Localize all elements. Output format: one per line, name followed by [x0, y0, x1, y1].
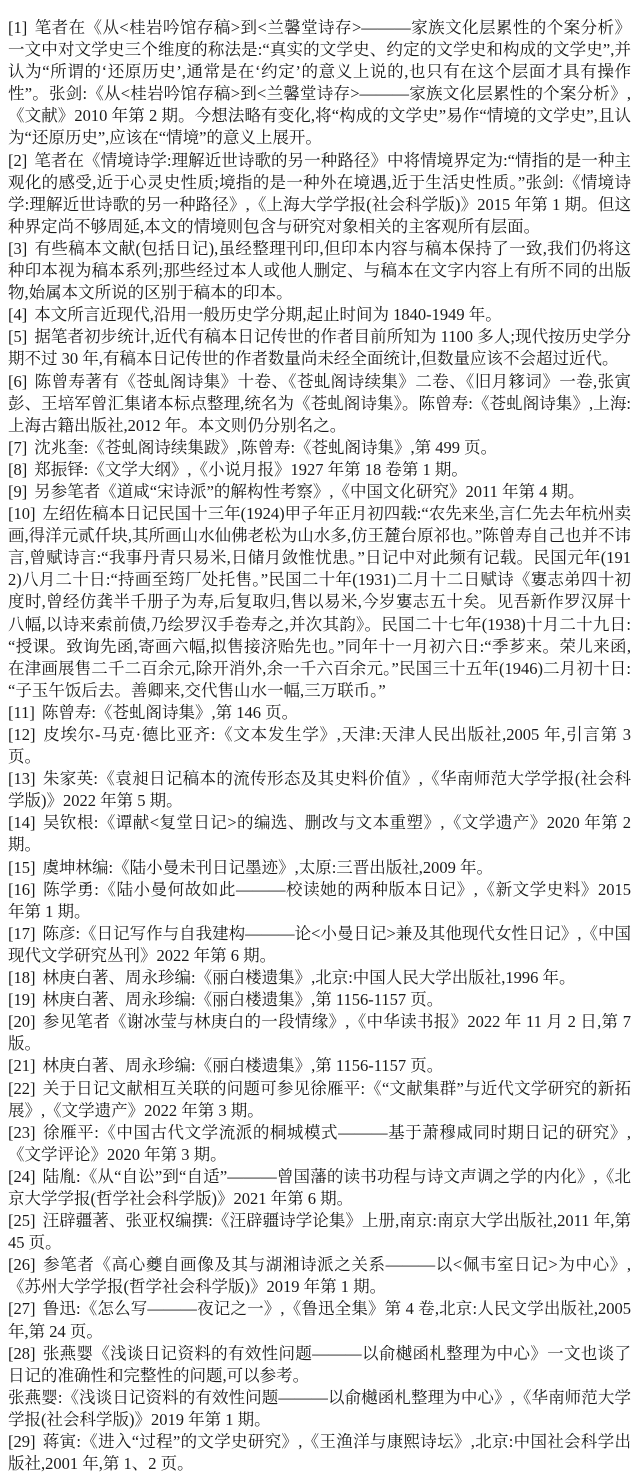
footnote-paragraph: [3] 有些稿本文献(包括日记),虽经整理刊印,但印本内容与稿本保持了一致,我们仍将这种印本视为稿本系列;那些经过本人或他人删定、与稿本在文字内容上有所不同的出版物,始属本文所说的区别于稿本的印本。: [8, 238, 631, 303]
footnote-paragraph: [24] 陆胤:《从“自讼”到“自适”———曾国藩的读书功程与诗文声调之学的内化》,《北京大学学报(哲学社会科学版)》2021 年第 6 期。: [8, 1166, 631, 1208]
footnote-number: [17]: [8, 923, 36, 943]
footnote-number: [6]: [8, 371, 28, 391]
footnote-number: [25]: [8, 1211, 36, 1231]
footnote-number: [28]: [8, 1343, 36, 1363]
footnote-number: [14]: [8, 813, 36, 833]
footnote-number: [9]: [8, 481, 28, 501]
footnote-number: [5]: [8, 327, 28, 347]
footnote-paragraph: [22] 关于日记文献相互关联的问题可参见徐雁平:《“文献集群”与近代文学研究的新拓展》,《文学遗产》2022 年第 3 期。: [8, 1078, 631, 1120]
footnote-paragraph: [6] 陈曾寿著有《苍虬阁诗集》十卷、《苍虬阁诗续集》二卷、《旧月簃词》一卷,张寅彭、王培军曾汇集诸本标点整理,统名为《苍虬阁诗集》。陈曾寿:《苍虬阁诗集》,上海:上海古籍出版社,2012 年。本文则仍分别名之。: [8, 371, 631, 435]
footnote-number: [27]: [8, 1299, 36, 1319]
footnote-paragraph: 张燕婴:《浅谈日记资料的有效性问题———以俞樾函札整理为中心》,《华南师范大学学报(社会科学版)》2019 年第 1 期。: [8, 1387, 631, 1429]
footnote-paragraph: [16] 陈学勇:《陆小曼何故如此———校读她的两种版本日记》,《新文学史料》2015 年第 1 期。: [8, 879, 631, 921]
footnote-paragraph: [8] 郑振铎:《文学大纲》,《小说月报》1927 年第 18 卷第 1 期。: [8, 459, 468, 479]
footnote-paragraph: [10] 左绍佐稿本日记民国十三年(1924)甲子年正月初四载:“农先来坐,言仁先去年杭州卖画,得洋元贰仟块,其所画山水仙佛老松为山水多,仿王麓台原祁也。”陈曾寿自己也并不讳言,曾赋诗言:“我事丹青只易米,日储月敛惟忧患。”日记中对此频有记载。民国元年(1912)八月二十日:“持画至筠厂处托售。”民国二十年(1931)二月十二日赋诗《寠志弟四十初度时,曾经仿龚半千册子为寿,后复取归,售以易米,今岁寠志五十矣。见吾新作罗汉屏十八幅,以诗来索前债,乃绘罗汉手卷寿之,并次其韵》。民国二十七年(1938)十月二十九日:“授课。致询先函,寄画六幅,拟售接济贻先也。”同年十一月初六日:“季芗来。荣儿来函,在津画展售二千二百余元,除开消外,余一千六百余元。”民国三十五年(1946)二月初十日:“子玉午饭后去。善卿来,交代售山水一幅,三万联币。”: [8, 504, 631, 700]
footnote-paragraph: [28] 张燕婴《浅谈日记资料的有效性问题———以俞樾函札整理为中心》一文也谈了日记的准确性和完整性的问题,可以参考。: [8, 1343, 631, 1385]
footnote-number: [3]: [8, 238, 28, 258]
footnote-number: [16]: [8, 879, 36, 899]
footnote-paragraph: [1] 笔者在《从<桂岩吟馆存稿>到<兰馨堂诗存>———家族文化层累性的个案分析》一文中对文学史三个维度的称法是:“真实的文学史、约定的文学史和构成的文学史”,并认为“所谓的‘还原历史’,通常是在‘约定’的意义上说的,也只有在这个层面才具有操作性”。张剑:《从<桂岩吟馆存稿>到<兰馨堂诗存>———家族文化层累性的个案分析》,《文献》2010 年第 2 期。今想法略有变化,将“构成的文学史”易作“情境的文学史”,且认为“还原历史”,应该在“情境”的意义上展开。: [8, 18, 631, 148]
footnote-number: [8]: [8, 459, 28, 479]
footnote-paragraph: [25] 汪辟疆著、张亚权编撰:《汪辟疆诗学论集》上册,南京:南京大学出版社,2011 年,第 45 页。: [8, 1211, 631, 1253]
footnote-paragraph: [11] 陈曾寿:《苍虬阁诗集》,第 146 页。: [8, 702, 299, 722]
footnote-number: [2]: [8, 150, 28, 170]
footnote-paragraph: [20] 参见笔者《谢冰莹与林庚白的一段情缘》,《中华读书报》2022 年 11 月 2 日,第 7 版。: [8, 1012, 631, 1054]
footnote-paragraph: [4] 本文所言近现代,沿用一般历史学分期,起止时间为 1840-1949 年。: [8, 305, 502, 325]
footnote-number: [26]: [8, 1255, 36, 1275]
footnote-paragraph: [9] 另参笔者《道咸“宋诗派”的解构性考察》,《中国文化研究》2011 年第 4 期。: [8, 481, 585, 501]
footnote-paragraph: [7] 沈兆奎:《苍虬阁诗续集跋》,陈曾寿:《苍虬阁诗集》,第 499 页。: [8, 437, 498, 457]
footnote-number: [19]: [8, 990, 36, 1010]
footnote-paragraph: [5] 据笔者初步统计,近代有稿本日记传世的作者目前所知为 1100 多人;现代按历史学分期不过 30 年,有稿本日记传世的作者数量尚未经全面统计,但数量应该不会超过近代。: [8, 327, 631, 369]
footnote-number: [11]: [8, 702, 35, 722]
footnote-number: [10]: [8, 504, 36, 524]
footnote-paragraph: [2] 笔者在《情境诗学:理解近世诗歌的另一种路径》中将情境界定为:“情指的是一种主观化的感受,近于心灵史性质;境指的是一种外在境遇,近于生活史性质。”张剑:《情境诗学:理解近世诗歌的另一种路径》,《上海大学学报(社会科学版)》2015 年第 1 期。但这种界定尚不够周延,本文的情境则包含与研究对象相关的主客观所有层面。: [8, 150, 631, 236]
footnote-number: [29]: [8, 1432, 36, 1451]
footnote-list: [8, 17, 631, 1475]
footnote-number: [4]: [8, 305, 28, 325]
footnote-paragraph: [14] 吴钦根:《谭献<复堂日记>的编选、删改与文本重塑》,《文学遗产》2020 年第 2 期。: [8, 813, 631, 855]
footnote-number: [22]: [8, 1078, 36, 1098]
footnote-paragraph: [15] 虞坤林编:《陆小曼未刊日记墨迹》,太原:三晋出版社,2009 年。: [8, 857, 494, 877]
footnote-number: [21]: [8, 1056, 36, 1076]
footnote-paragraph: [17] 陈彦:《日记写作与自我建构———论<小曼日记>兼及其他现代女性日记》,《中国现代文学研究丛刊》2022 年第 6 期。: [8, 923, 631, 965]
footnote-number: [18]: [8, 968, 36, 988]
footnote-paragraph: [19] 林庚白著、周永珍编:《丽白楼遗集》,第 1156-1157 页。: [8, 990, 444, 1010]
footnote-paragraph: [12] 皮埃尔-马克·德比亚齐:《文本发生学》,天津:天津人民出版社,2005 年,引言第 3 页。: [8, 725, 631, 767]
footnote-paragraph: [23] 徐雁平:《中国古代文学流派的桐城模式———基于萧穆咸同时期日记的研究》,《文学评论》2020 年第 3 期。: [8, 1122, 631, 1164]
footnote-number: [13]: [8, 769, 36, 789]
footnote-paragraph: [21] 林庚白著、周永珍编:《丽白楼遗集》,第 1156-1157 页。: [8, 1056, 444, 1076]
footnote-number: [1]: [8, 18, 28, 37]
footnote-paragraph: [13] 朱家英:《袁昶日记稿本的流传形态及其史料价值》,《华南师范大学学报(社会科学版)》2022 年第 5 期。: [8, 769, 631, 811]
footnote-paragraph: [27] 鲁迅:《怎么写———夜记之一》,《鲁迅全集》第 4 卷,北京:人民文学出版社,2005 年,第 24 页。: [8, 1299, 631, 1341]
footnote-number: [24]: [8, 1166, 36, 1186]
footnote-paragraph: [18] 林庚白著、周永珍编:《丽白楼遗集》,北京:中国人民大学出版社,1996 年。: [8, 968, 576, 988]
footnote-number: [20]: [8, 1012, 36, 1032]
footnote-number: [12]: [8, 725, 36, 744]
footnote-number: [7]: [8, 437, 28, 457]
footnote-paragraph: [26] 参笔者《高心夔自画像及其与湖湘诗派之关系———以<佩韦室日记>为中心》,《苏州大学学报(哲学社会科学版)》2019 年第 1 期。: [8, 1255, 631, 1297]
footnote-number: [15]: [8, 857, 36, 877]
footnote-paragraph: [29] 蒋寅:《进入“过程”的文学史研究》,《王渔洋与康熙诗坛》,北京:中国社会科学出版社,2001 年,第 1、2 页。: [8, 1432, 631, 1474]
footnote-number: [23]: [8, 1122, 36, 1142]
